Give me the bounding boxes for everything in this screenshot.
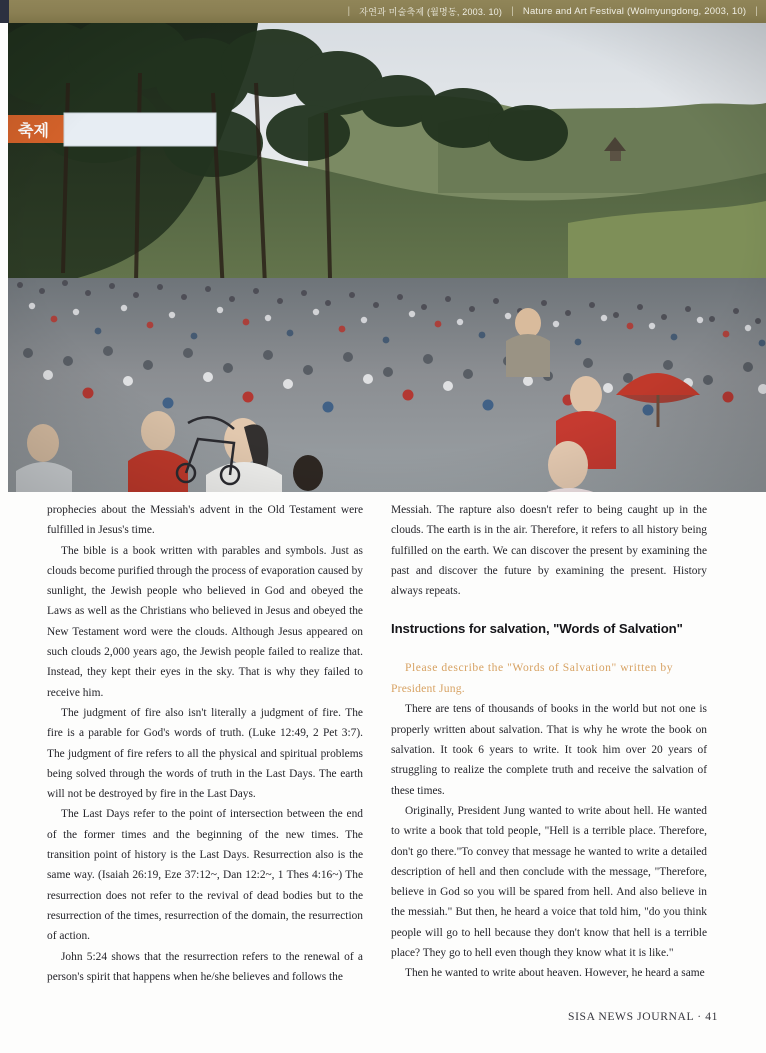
page-header-band bbox=[0, 0, 766, 23]
paragraph: The bible is a book written with parables and symbols. Just as clouds become purified through the process of evaporation caused by sunlight, the Jewish people who believed in God and obeyed the Laws as well as the Christians who believed in Jesus and obeyed the New Testament word were the clouds. Although Jesus appeared on such clouds 2,000 years ago, the Jewish people failed to realize that. Instead, they kept their eyes in the sky. That is why they failed to receive him. bbox=[47, 544, 363, 699]
festival-crowd-photo bbox=[8, 23, 766, 492]
question-line-2: President Jung. bbox=[391, 681, 465, 695]
photo-illustration bbox=[8, 23, 766, 492]
header-separator-right: | bbox=[755, 6, 758, 17]
paragraph: Originally, President Jung wanted to write about hell. He wanted to write a book that told people, "Hell is a terrible place. Therefore, don't go there."To convey that message he wanted to write a detailed description of hell and then conclude with the message, "Therefore, believe in God so you will be spared from hell. And also believe in the messiah." But then, he heard a voice that told him, "do you think people will go to hell because they don't know that hell is a terrible place? They go to hell even though they know what it is like." bbox=[391, 804, 707, 960]
paragraph: prophecies about the Messiah's advent in the Old Testament were fulfilled in Jesus's time. bbox=[47, 504, 363, 537]
article-body bbox=[0, 492, 766, 1053]
interview-question bbox=[391, 658, 707, 699]
paragraph: Then he wanted to write about heaven. However, he heard a same bbox=[405, 967, 705, 980]
section-heading: Instructions for salvation, "Words of Salvation" bbox=[391, 621, 683, 637]
right-text-column bbox=[391, 500, 707, 984]
header-caption-english: Nature and Art Festival (Wolmyungdong, 2003, 10) bbox=[522, 6, 747, 17]
paragraph: Messiah. The rapture also doesn't refer to being caught up in the clouds. The earth is in the air. Therefore, it refers to all history being fulfilled on the earth. We can discover the present by examining the past and discover the future by examining the present. History always repeats. bbox=[391, 504, 707, 598]
paragraph: The Last Days refer to the point of intersection between the end of the former times and the beginning of the new times. The transition point of history is the Last Days. Resurrection also is the same way. (Isaiah 26:19, Eze 37:12~, Dan 12:2~, 1 Thes 4:16~) The resurrection does not refer to the revival of dead bodies but to the resurrection of the times, resurrection of the domain, the resurrection of action. bbox=[47, 808, 363, 943]
header-caption-group bbox=[347, 0, 758, 23]
header-caption-korean: 자연과 미술축제 (월명동, 2003. 10) bbox=[359, 7, 503, 17]
paragraph: John 5:24 shows that the resurrection refers to the renewal of a person's spirit that happens when he/she believes and follows the bbox=[47, 950, 363, 983]
header-separator-middle: | bbox=[511, 6, 514, 17]
left-text-column bbox=[47, 500, 363, 987]
header-separator-left: | bbox=[347, 6, 351, 17]
paragraph: There are tens of thousands of books in the world but not one is properly written about salvation. That is why he wrote the book on salvation. It took 6 years to write. It took him over 20 years of struggling to realize the complete truth and receive the salvation of these times. bbox=[391, 703, 707, 797]
paragraph: The judgment of fire also isn't literally a judgment of fire. The fire is a parable for God's words of truth. (Luke 12:49, 2 Pet 3:7). The judgment of fire refers to all the physical and spiritual problems being solved through the words of truth in the Last Days. The earth will not be destroyed by fire in the Last Days. bbox=[47, 706, 363, 801]
page-footer: SISA NEWS JOURNAL · 41 bbox=[568, 1010, 718, 1023]
question-line-1: Please describe the "Words of Salvation" written by bbox=[405, 661, 674, 675]
